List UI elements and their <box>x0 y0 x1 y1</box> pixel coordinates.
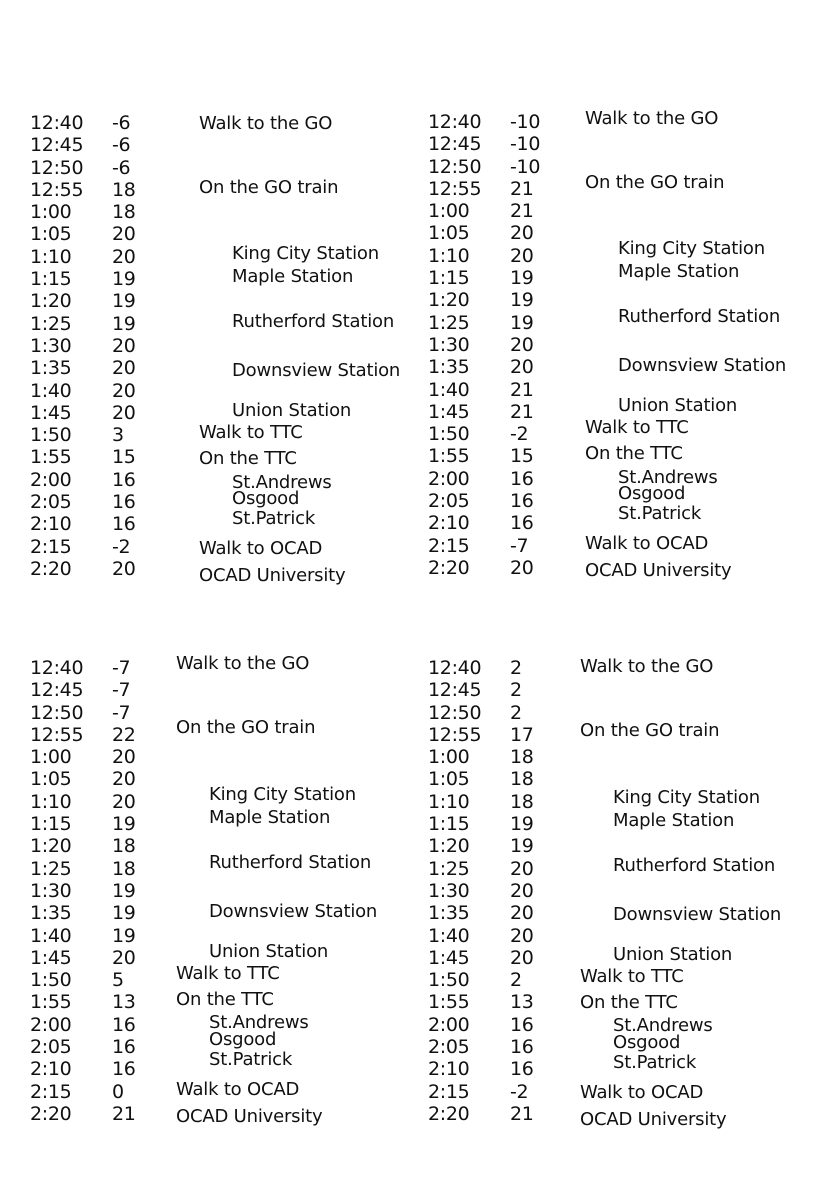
label-walk-to-go: Walk to the GO <box>585 108 719 129</box>
time-cell: 12:40 <box>428 657 482 679</box>
time-cell: 1:35 <box>428 902 470 925</box>
value-cell: -6 <box>112 112 131 134</box>
label-on-go-train: On the GO train <box>580 720 720 741</box>
label-downsview-station: Downsview Station <box>613 904 782 925</box>
time-cell: 2:00 <box>30 468 72 491</box>
label-rutherford-station: Rutherford Station <box>618 306 781 327</box>
time-column <box>30 657 83 1125</box>
time-cell: 2:20 <box>428 1102 470 1125</box>
schedule-panel-4 <box>428 657 815 1177</box>
label-walk-to-go: Walk to the GO <box>580 656 714 677</box>
time-cell: 1:00 <box>30 746 72 769</box>
time-cell: 1:05 <box>30 223 72 246</box>
value-cell: 20 <box>510 924 534 947</box>
time-cell: 2:10 <box>30 513 72 536</box>
time-cell: 1:55 <box>30 446 72 469</box>
label-walk-to-ttc: Walk to TTC <box>199 422 303 443</box>
value-cell: 21 <box>112 1102 136 1125</box>
label-on-the-ttc: On the TTC <box>585 443 683 464</box>
value-cell: 20 <box>112 557 136 580</box>
label-st-andrews: St.Andrews <box>618 467 718 488</box>
value-cell: 2 <box>510 701 522 724</box>
value-cell: 18 <box>112 857 136 880</box>
value-column <box>112 657 136 1125</box>
label-st-andrews: St.Andrews <box>613 1015 713 1036</box>
label-union-station: Union Station <box>613 944 733 965</box>
time-column <box>428 657 481 1125</box>
value-cell: 19 <box>112 902 136 925</box>
value-cell: 20 <box>510 356 534 379</box>
value-cell: 19 <box>510 311 534 334</box>
value-cell: 20 <box>112 790 136 813</box>
label-st-patrick: St.Patrick <box>618 503 702 524</box>
time-cell: 2:15 <box>30 535 72 558</box>
time-cell: 12:45 <box>428 679 482 702</box>
time-cell: 12:50 <box>428 701 482 724</box>
label-maple-station: Maple Station <box>613 810 735 831</box>
label-downsview-station: Downsview Station <box>232 360 401 381</box>
time-cell: 1:55 <box>428 991 470 1014</box>
time-cell: 12:55 <box>428 177 482 200</box>
time-cell: 12:40 <box>30 657 84 679</box>
value-cell: 2 <box>510 969 522 992</box>
value-cell: 18 <box>112 835 136 858</box>
label-st-patrick: St.Patrick <box>209 1049 293 1070</box>
time-cell: 1:10 <box>428 790 470 813</box>
label-walk-to-ttc: Walk to TTC <box>585 417 689 438</box>
value-cell: 19 <box>112 312 136 335</box>
time-cell: 1:45 <box>30 946 72 969</box>
time-cell: 12:55 <box>30 723 84 746</box>
value-cell: 20 <box>112 245 136 268</box>
label-walk-to-ocad: Walk to OCAD <box>580 1082 704 1103</box>
value-cell: 13 <box>112 991 136 1014</box>
schedule-panel-2 <box>428 108 815 631</box>
value-cell: 20 <box>112 357 136 380</box>
time-cell: 1:50 <box>30 969 72 992</box>
value-cell: -7 <box>112 679 131 702</box>
time-cell: 2:05 <box>30 491 72 514</box>
time-cell: 1:30 <box>428 333 470 356</box>
label-walk-to-ocad: Walk to OCAD <box>585 533 709 554</box>
time-cell: 2:05 <box>30 1036 72 1059</box>
time-cell: 1:10 <box>30 790 72 813</box>
label-ocad-university: OCAD University <box>199 565 346 586</box>
time-cell: 2:00 <box>30 1013 72 1036</box>
time-cell: 1:30 <box>30 879 72 902</box>
value-cell: 2 <box>510 679 522 702</box>
value-cell: 19 <box>510 835 534 858</box>
time-cell: 12:50 <box>30 156 84 179</box>
value-cell: 20 <box>112 401 136 424</box>
label-walk-to-ttc: Walk to TTC <box>176 963 280 984</box>
value-cell: -10 <box>510 111 541 133</box>
value-cell: 3 <box>112 424 124 447</box>
label-king-city-station: King City Station <box>232 243 379 264</box>
value-cell: 20 <box>510 902 534 925</box>
value-cell: 16 <box>112 513 136 536</box>
time-cell: 1:15 <box>428 813 470 836</box>
time-cell: 1:00 <box>428 746 470 769</box>
label-king-city-station: King City Station <box>209 784 356 805</box>
time-cell: 2:10 <box>428 512 470 535</box>
label-st-patrick: St.Patrick <box>613 1052 697 1073</box>
time-cell: 1:20 <box>30 835 72 858</box>
value-cell: 19 <box>112 879 136 902</box>
label-ocad-university: OCAD University <box>176 1106 323 1127</box>
time-cell: 1:25 <box>30 312 72 335</box>
label-walk-to-ocad: Walk to OCAD <box>199 538 323 559</box>
value-cell: 20 <box>510 333 534 356</box>
label-st-andrews: St.Andrews <box>232 472 332 493</box>
time-cell: 1:55 <box>428 445 470 468</box>
time-cell: 2:10 <box>428 1058 470 1081</box>
label-downsview-station: Downsview Station <box>209 901 378 922</box>
time-cell: 2:20 <box>30 557 72 580</box>
value-cell: -2 <box>112 535 131 558</box>
value-column <box>112 112 136 580</box>
value-cell: 16 <box>112 468 136 491</box>
label-st-patrick: St.Patrick <box>232 508 316 529</box>
value-cell: 20 <box>510 946 534 969</box>
time-cell: 1:15 <box>30 813 72 836</box>
value-cell: 20 <box>112 334 136 357</box>
label-walk-to-ttc: Walk to TTC <box>580 966 684 987</box>
value-cell: 16 <box>112 491 136 514</box>
time-cell: 12:45 <box>30 679 84 702</box>
label-union-station: Union Station <box>618 395 738 416</box>
label-king-city-station: King City Station <box>613 787 760 808</box>
time-cell: 2:05 <box>428 1036 470 1059</box>
label-walk-to-go: Walk to the GO <box>199 113 333 134</box>
value-cell: 19 <box>112 924 136 947</box>
time-cell: 1:25 <box>30 857 72 880</box>
time-cell: 1:35 <box>428 356 470 379</box>
value-cell: -7 <box>112 657 131 679</box>
time-cell: 1:25 <box>428 311 470 334</box>
schedule-panel-3 <box>30 653 430 1177</box>
time-cell: 1:05 <box>30 768 72 791</box>
value-cell: 13 <box>510 991 534 1014</box>
time-cell: 1:20 <box>428 289 470 312</box>
value-cell: -6 <box>112 156 131 179</box>
time-cell: 1:10 <box>428 244 470 267</box>
time-cell: 1:15 <box>428 267 470 290</box>
value-cell: -10 <box>510 155 541 178</box>
time-cell: 1:55 <box>30 991 72 1014</box>
label-walk-to-ocad: Walk to OCAD <box>176 1079 300 1100</box>
value-cell: 18 <box>112 178 136 201</box>
time-column <box>30 112 83 580</box>
label-maple-station: Maple Station <box>618 261 740 282</box>
value-cell: 17 <box>510 723 534 746</box>
value-cell: 16 <box>510 512 534 535</box>
label-maple-station: Maple Station <box>232 266 354 287</box>
value-cell: 20 <box>112 946 136 969</box>
value-cell: -7 <box>510 534 529 557</box>
time-cell: 1:50 <box>30 424 72 447</box>
value-cell: 20 <box>510 857 534 880</box>
value-cell: 20 <box>510 556 534 579</box>
time-cell: 1:15 <box>30 268 72 291</box>
value-cell: 20 <box>112 746 136 769</box>
value-cell: 21 <box>510 378 534 401</box>
label-rutherford-station: Rutherford Station <box>209 852 372 873</box>
time-cell: 1:35 <box>30 357 72 380</box>
value-cell: 18 <box>510 746 534 769</box>
time-cell: 12:45 <box>428 133 482 156</box>
value-cell: 18 <box>112 201 136 224</box>
label-rutherford-station: Rutherford Station <box>613 855 776 876</box>
value-cell: 0 <box>112 1080 124 1103</box>
time-cell: 1:00 <box>30 201 72 224</box>
value-cell: 16 <box>510 490 534 513</box>
label-osgood: Osgood <box>232 488 300 509</box>
time-cell: 1:40 <box>428 378 470 401</box>
label-on-go-train: On the GO train <box>176 717 316 738</box>
time-cell: 2:20 <box>428 556 470 579</box>
time-cell: 1:10 <box>30 245 72 268</box>
label-osgood: Osgood <box>613 1032 681 1053</box>
time-cell: 2:20 <box>30 1102 72 1125</box>
time-column <box>428 111 481 579</box>
value-cell: 20 <box>510 879 534 902</box>
time-cell: 1:05 <box>428 222 470 245</box>
value-cell: -6 <box>112 134 131 157</box>
value-cell: 19 <box>112 268 136 291</box>
time-cell: 12:50 <box>30 701 84 724</box>
time-cell: 1:20 <box>428 835 470 858</box>
time-cell: 1:50 <box>428 969 470 992</box>
value-cell: 20 <box>112 223 136 246</box>
time-cell: 2:15 <box>428 534 470 557</box>
label-union-station: Union Station <box>209 941 329 962</box>
label-on-the-ttc: On the TTC <box>199 448 297 469</box>
time-cell: 1:45 <box>428 946 470 969</box>
time-cell: 1:45 <box>428 400 470 423</box>
label-on-the-ttc: On the TTC <box>176 989 274 1010</box>
value-cell: 22 <box>112 723 136 746</box>
value-cell: 16 <box>112 1036 136 1059</box>
label-osgood: Osgood <box>618 483 686 504</box>
time-cell: 12:55 <box>428 723 482 746</box>
time-cell: 2:15 <box>428 1080 470 1103</box>
time-cell: 1:00 <box>428 200 470 223</box>
time-cell: 12:50 <box>428 155 482 178</box>
value-cell: 16 <box>510 1013 534 1036</box>
time-cell: 12:40 <box>428 111 482 133</box>
time-cell: 2:00 <box>428 1013 470 1036</box>
time-cell: 1:45 <box>30 401 72 424</box>
value-cell: 19 <box>112 290 136 313</box>
label-union-station: Union Station <box>232 400 352 421</box>
value-cell: 21 <box>510 400 534 423</box>
label-on-go-train: On the GO train <box>585 172 725 193</box>
time-cell: 1:40 <box>30 924 72 947</box>
value-column <box>510 657 534 1125</box>
time-cell: 2:00 <box>428 467 470 490</box>
time-cell: 1:40 <box>30 379 72 402</box>
value-cell: 19 <box>510 267 534 290</box>
label-maple-station: Maple Station <box>209 807 331 828</box>
value-cell: 19 <box>112 813 136 836</box>
label-ocad-university: OCAD University <box>585 560 732 581</box>
label-downsview-station: Downsview Station <box>618 355 787 376</box>
time-cell: 1:50 <box>428 423 470 446</box>
value-cell: -2 <box>510 1080 529 1103</box>
value-cell: 16 <box>510 1036 534 1059</box>
value-cell: 16 <box>510 467 534 490</box>
schedule-panel-1 <box>30 112 430 632</box>
value-cell: 2 <box>510 657 522 679</box>
time-cell: 1:35 <box>30 902 72 925</box>
time-cell: 1:30 <box>428 879 470 902</box>
time-cell: 1:05 <box>428 768 470 791</box>
time-cell: 2:05 <box>428 490 470 513</box>
value-cell: 18 <box>510 790 534 813</box>
value-cell: 19 <box>510 289 534 312</box>
time-cell: 12:45 <box>30 134 84 157</box>
time-cell: 1:40 <box>428 924 470 947</box>
value-cell: 5 <box>112 969 124 992</box>
value-cell: 15 <box>112 446 136 469</box>
time-cell: 2:10 <box>30 1058 72 1081</box>
value-cell: 18 <box>510 768 534 791</box>
value-cell: 15 <box>510 445 534 468</box>
value-cell: 16 <box>510 1058 534 1081</box>
label-on-the-ttc: On the TTC <box>580 992 678 1013</box>
time-cell: 12:40 <box>30 112 84 134</box>
value-cell: 21 <box>510 1102 534 1125</box>
time-cell: 2:15 <box>30 1080 72 1103</box>
label-king-city-station: King City Station <box>618 238 765 259</box>
value-cell: -10 <box>510 133 541 156</box>
value-cell: 20 <box>112 768 136 791</box>
time-cell: 12:55 <box>30 178 84 201</box>
value-cell: 20 <box>510 222 534 245</box>
label-rutherford-station: Rutherford Station <box>232 311 395 332</box>
value-cell: 16 <box>112 1013 136 1036</box>
value-cell: 19 <box>510 813 534 836</box>
value-cell: 20 <box>510 244 534 267</box>
value-column <box>510 111 540 579</box>
value-cell: -7 <box>112 701 131 724</box>
value-cell: -2 <box>510 423 529 446</box>
value-cell: 21 <box>510 200 534 223</box>
label-on-go-train: On the GO train <box>199 177 339 198</box>
label-walk-to-go: Walk to the GO <box>176 653 310 674</box>
time-cell: 1:20 <box>30 290 72 313</box>
label-st-andrews: St.Andrews <box>209 1012 309 1033</box>
time-cell: 1:30 <box>30 334 72 357</box>
label-osgood: Osgood <box>209 1029 277 1050</box>
label-ocad-university: OCAD University <box>580 1109 727 1130</box>
time-cell: 1:25 <box>428 857 470 880</box>
value-cell: 20 <box>112 379 136 402</box>
value-cell: 21 <box>510 177 534 200</box>
value-cell: 16 <box>112 1058 136 1081</box>
